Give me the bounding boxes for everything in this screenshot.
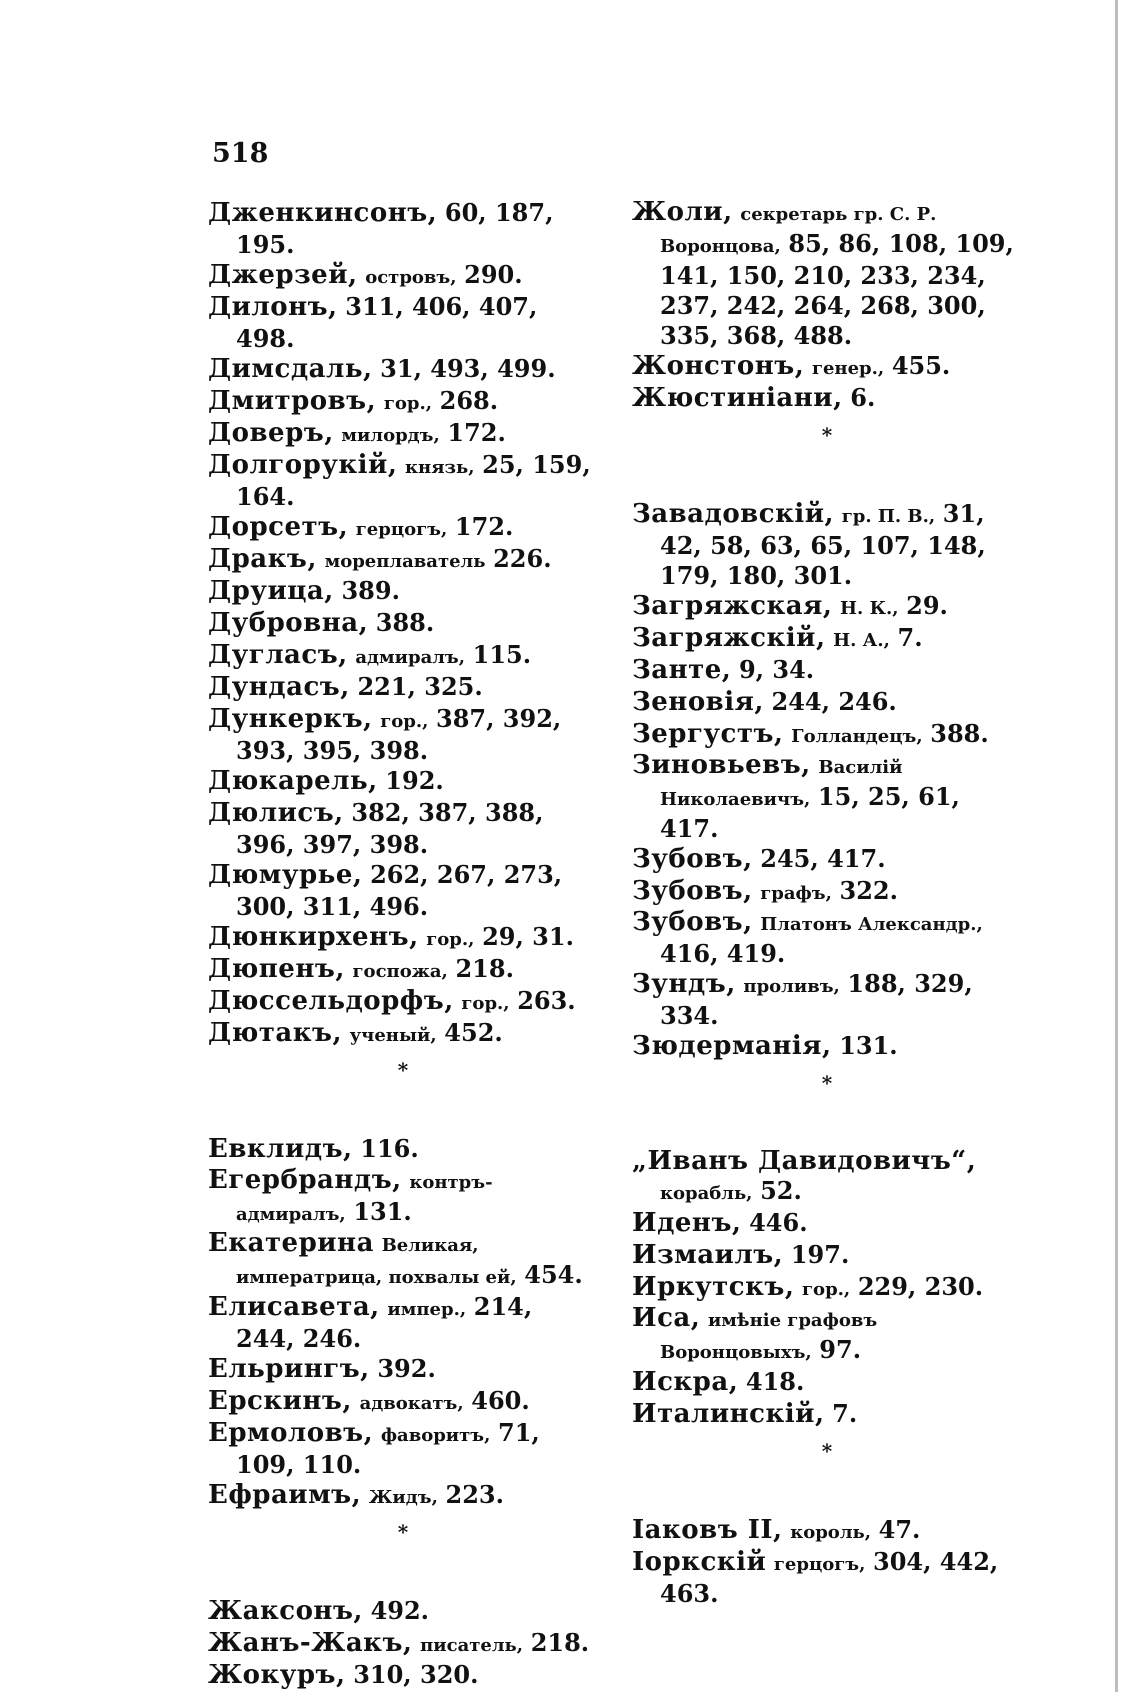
- index-entry-pages: 454.: [524, 1260, 583, 1289]
- index-entry-pages: 221, 325.: [357, 672, 483, 701]
- index-entry-headword: Дракъ,: [208, 544, 317, 574]
- index-entry-note: ученый,: [349, 1025, 437, 1046]
- index-entry-pages: 268.: [439, 386, 499, 415]
- index-entry: [208, 198, 598, 260]
- index-entry-pages: 85, 86, 108, 109, 141, 150, 210, 233, 234, 237, 242, 264, 268, 300, 335, 368, 488.: [660, 229, 1014, 350]
- index-section-zh-cont: [632, 198, 1022, 415]
- index-entry-pages: 382, 387, 388, 396, 397, 398.: [236, 798, 544, 859]
- index-section-zh: [208, 1596, 598, 1692]
- index-entry-pages: 25, 159, 164.: [236, 450, 591, 511]
- index-entry-note: Жидъ,: [368, 1487, 438, 1508]
- index-entry-pages: 188, 329, 334.: [660, 969, 973, 1030]
- index-entry-headword: Димсдаль,: [208, 354, 373, 384]
- index-entry: [208, 954, 598, 986]
- index-entry-headword: Жанъ-Жакъ,: [208, 1628, 413, 1658]
- index-section-z: [632, 499, 1022, 1063]
- index-entry-headword: Дюкарель,: [208, 766, 378, 796]
- left-column: [208, 198, 598, 1692]
- index-entry-note: генер.,: [811, 358, 885, 379]
- index-entry-pages: 388.: [930, 719, 989, 748]
- index-entry-note: Великая, императрица, похвалы ей,: [236, 1235, 517, 1288]
- section-divider: *: [821, 1439, 833, 1463]
- index-entry-pages: 290.: [464, 260, 523, 289]
- index-entry: [632, 351, 1022, 383]
- index-entry-note: король,: [790, 1522, 871, 1543]
- index-entry-note: графъ,: [760, 883, 832, 904]
- index-entry-pages: 244, 246.: [771, 687, 897, 716]
- index-entry-note: гор.,: [802, 1279, 851, 1300]
- index-entry-headword: Зеновія,: [632, 687, 764, 717]
- index-entry-headword: Жонстонъ,: [632, 351, 805, 381]
- index-entry-headword: Зиновьевъ,: [632, 750, 811, 780]
- index-entry-headword: Жюстиніани,: [632, 383, 843, 413]
- index-entry: [632, 751, 1022, 844]
- index-entry-headword: Егербрандъ,: [208, 1165, 402, 1195]
- index-entry: [632, 1399, 1022, 1431]
- index-entry: [208, 1418, 598, 1480]
- index-entry-note: островъ,: [365, 267, 457, 288]
- index-entry-headword: Джерзей,: [208, 260, 358, 290]
- index-entry: [632, 1367, 1022, 1399]
- index-entry-pages: 29, 31.: [482, 922, 574, 951]
- index-entry: [208, 1628, 598, 1660]
- index-entry-pages: 392.: [377, 1354, 436, 1383]
- index-entry-pages: 115.: [472, 640, 532, 669]
- index-entry-pages: 492.: [370, 1596, 430, 1625]
- index-entry-pages: 218.: [530, 1628, 590, 1657]
- index-entry-pages: 31, 493, 499.: [380, 354, 556, 383]
- index-entry: [632, 383, 1022, 415]
- index-entry-pages: 446.: [749, 1208, 808, 1237]
- index-entry-note: адмиралъ,: [355, 647, 466, 668]
- index-entry: [632, 499, 1022, 591]
- index-entry: [632, 655, 1022, 687]
- index-entry-headword: Зубовъ,: [632, 844, 753, 874]
- index-entry: [208, 766, 598, 798]
- index-entry: [208, 704, 598, 766]
- index-entry: [208, 1229, 598, 1292]
- index-entry-note: гор.,: [380, 711, 429, 732]
- index-entry-headword: Измаилъ,: [632, 1240, 784, 1270]
- index-entry: [208, 608, 598, 640]
- index-section-i-decimal: [632, 1515, 1022, 1609]
- index-entry: [632, 1031, 1022, 1063]
- index-entry-headword: Іаковъ II,: [632, 1515, 783, 1545]
- index-section-i: [632, 1147, 1022, 1431]
- index-entry: [208, 1386, 598, 1418]
- index-entry-note: госпожа,: [352, 961, 448, 982]
- index-entry-pages: 460.: [471, 1386, 530, 1415]
- index-entry: [632, 591, 1022, 623]
- index-entry-pages: 7.: [832, 1399, 858, 1428]
- index-entry-pages: 131.: [353, 1197, 412, 1226]
- index-entry-headword: Дюлисъ,: [208, 798, 344, 828]
- index-entry-headword: Зундъ,: [632, 969, 736, 999]
- index-entry: [208, 386, 598, 418]
- index-entry: [208, 544, 598, 576]
- index-entry-pages: 452.: [444, 1018, 503, 1047]
- index-entry-note: фаворитъ,: [380, 1425, 491, 1446]
- index-entry: [632, 876, 1022, 908]
- index-entry-pages: 15, 25, 61, 417.: [660, 782, 960, 843]
- index-entry-pages: 304, 442, 463.: [660, 1547, 999, 1608]
- index-entry: [208, 922, 598, 954]
- index-entry-headword: Зюдерманія,: [632, 1031, 832, 1061]
- index-entry-note: писатель,: [420, 1635, 524, 1656]
- index-entry-headword: Ермоловъ,: [208, 1418, 374, 1448]
- index-entry: [208, 354, 598, 386]
- page-edge-line: [1115, 0, 1118, 1692]
- index-section-d: [208, 198, 598, 1050]
- page-number: 518: [212, 138, 269, 169]
- index-entry-pages: 226.: [493, 544, 552, 573]
- index-entry-headword: Ерскинъ,: [208, 1386, 352, 1416]
- index-entry: [632, 1547, 1022, 1609]
- index-entry-pages: 29.: [906, 591, 948, 620]
- index-entry: [208, 1134, 598, 1166]
- index-entry-headword: Зубовъ,: [632, 876, 753, 906]
- index-entry-pages: 218.: [455, 954, 514, 983]
- index-entry-headword: Доверъ,: [208, 418, 334, 448]
- index-entry-headword: Дундасъ,: [208, 672, 350, 702]
- index-entry-headword: Друица,: [208, 576, 334, 606]
- index-entry-pages: 197.: [790, 1240, 850, 1269]
- index-entry-headword: Жоли,: [632, 197, 733, 227]
- index-entry: [208, 1480, 598, 1512]
- index-entry-note: милордъ,: [341, 425, 440, 446]
- index-entry-headword: Иркутскъ,: [632, 1272, 795, 1302]
- index-entry-pages: 245, 417.: [760, 844, 886, 873]
- index-entry-pages: 418.: [745, 1367, 805, 1396]
- index-entry-headword: Дугласъ,: [208, 640, 348, 670]
- index-entry-headword: Дюссельдорфъ,: [208, 986, 454, 1016]
- index-entry-pages: 97.: [819, 1335, 862, 1364]
- index-entry: [208, 1166, 598, 1229]
- index-entry-pages: 172.: [447, 418, 506, 447]
- index-entry: [632, 1208, 1022, 1240]
- index-entry: [208, 1292, 598, 1354]
- index-entry-pages: 172.: [454, 512, 514, 541]
- index-entry-pages: 387, 392, 393, 395, 398.: [236, 704, 562, 765]
- index-entry: [208, 450, 598, 512]
- index-entry: [208, 1018, 598, 1050]
- index-entry-pages: 9, 34.: [738, 655, 815, 684]
- index-entry-pages: 322.: [839, 876, 898, 905]
- index-entry-headword: Дилонъ,: [208, 292, 338, 322]
- index-entry: [632, 719, 1022, 751]
- index-entry-pages: 52.: [760, 1176, 802, 1205]
- index-entry-headword: Иса,: [632, 1303, 701, 1333]
- index-entry-headword: Елисавета,: [208, 1292, 380, 1322]
- section-divider: *: [397, 1520, 409, 1544]
- index-entry-headword: Жаксонъ,: [208, 1596, 363, 1626]
- index-entry: [632, 1272, 1022, 1304]
- index-entry-headword: Дункеркъ,: [208, 704, 373, 734]
- index-entry-headword: Евклидъ,: [208, 1134, 353, 1164]
- index-entry-note: Голландецъ,: [791, 726, 923, 747]
- index-entry-headword: Дютакъ,: [208, 1018, 343, 1048]
- index-entry-pages: 311, 406, 407, 498.: [236, 292, 538, 353]
- index-entry-note: адвокатъ,: [359, 1393, 464, 1414]
- section-divider: *: [821, 1071, 833, 1095]
- index-entry-headword: „Иванъ Давидовичъ“,: [632, 1146, 977, 1176]
- index-entry-headword: Ефраимъ,: [208, 1480, 362, 1510]
- index-entry: [632, 908, 1022, 969]
- index-entry: [208, 512, 598, 544]
- index-entry-headword: Зубовъ,: [632, 907, 753, 937]
- index-entry-note: проливъ,: [743, 976, 840, 997]
- index-entry-headword: Дмитровъ,: [208, 386, 377, 416]
- index-entry-pages: 71, 109, 110.: [236, 1418, 540, 1479]
- index-entry: [208, 260, 598, 292]
- index-entry-headword: Жокуръ,: [208, 1660, 346, 1690]
- index-entry: [632, 1147, 1022, 1208]
- section-divider: *: [821, 423, 833, 447]
- index-entry-pages: 388.: [375, 608, 435, 637]
- index-entry-pages: 6.: [850, 383, 876, 412]
- index-entry-headword: Екатерина: [208, 1228, 374, 1258]
- index-entry-note: Н. А.,: [833, 630, 890, 651]
- index-entry: [632, 844, 1022, 876]
- index-entry-note: Н. К.,: [840, 598, 899, 619]
- index-entry: [208, 1354, 598, 1386]
- right-column: [632, 198, 1022, 1609]
- index-entry-note: гор.,: [461, 993, 510, 1014]
- index-entry: [208, 1596, 598, 1628]
- index-entry: [208, 418, 598, 450]
- index-entry-headword: Дюмурье,: [208, 860, 363, 890]
- index-entry-headword: Іоркскій: [632, 1547, 767, 1577]
- index-entry-pages: 60, 187, 195.: [236, 198, 554, 259]
- index-entry-headword: Италинскій,: [632, 1399, 825, 1429]
- index-entry-pages: 455.: [891, 351, 951, 380]
- index-entry-headword: Дубровна,: [208, 608, 369, 638]
- index-entry-pages: 31, 42, 58, 63, 65, 107, 148, 179, 180, 301.: [660, 499, 986, 590]
- index-entry: [208, 292, 598, 354]
- index-entry: [632, 1515, 1022, 1547]
- index-entry-pages: 262, 267, 273, 300, 311, 496.: [236, 860, 563, 921]
- index-entry-note: корабль,: [660, 1183, 753, 1204]
- index-entry-note: импер.,: [387, 1299, 467, 1320]
- index-entry: [632, 623, 1022, 655]
- index-entry-note: мореплаватель: [324, 551, 486, 572]
- index-entry-headword: Зергустъ,: [632, 719, 784, 749]
- index-entry-note: Василій Николаевичъ,: [660, 757, 903, 810]
- index-entry-note: гр. П. В.,: [841, 506, 936, 527]
- index-entry: [632, 1304, 1022, 1367]
- index-entry: [632, 198, 1022, 351]
- index-entry-headword: Ельрингъ,: [208, 1354, 370, 1384]
- index-entry-headword: Дюпенъ,: [208, 954, 345, 984]
- index-entry-headword: Долгорукій,: [208, 450, 398, 480]
- index-entry-pages: 116.: [360, 1134, 419, 1163]
- index-entry-headword: Занте,: [632, 655, 732, 685]
- index-entry: [208, 798, 598, 860]
- index-entry-pages: 7.: [897, 623, 923, 652]
- index-section-e: [208, 1134, 598, 1512]
- index-entry: [632, 969, 1022, 1031]
- index-entry: [208, 1660, 598, 1692]
- index-entry-pages: 47.: [878, 1515, 921, 1544]
- index-entry: [208, 860, 598, 922]
- index-entry-pages: 263.: [517, 986, 576, 1015]
- index-entry-headword: Загряжская,: [632, 591, 833, 621]
- index-entry-note: Платонъ Александр.,: [760, 914, 983, 935]
- index-entry-pages: 131.: [839, 1031, 898, 1060]
- index-entry: [632, 687, 1022, 719]
- index-entry-note: контръ-адмиралъ,: [236, 1172, 493, 1225]
- index-entry-headword: Искра,: [632, 1367, 739, 1397]
- index-entry-note: князь,: [405, 457, 475, 478]
- index-entry-note: гор.,: [383, 393, 432, 414]
- index-entry: [632, 1240, 1022, 1272]
- index-entry-headword: Загряжскій,: [632, 623, 826, 653]
- index-entry: [208, 672, 598, 704]
- index-entry-pages: 229, 230.: [857, 1272, 984, 1301]
- index-entry-pages: 310, 320.: [353, 1660, 479, 1689]
- index-entry-note: имѣніе графовъ Воронцовыхъ,: [660, 1310, 878, 1363]
- index-entry-headword: Дорсетъ,: [208, 512, 349, 542]
- index-entry-note: герцогъ,: [773, 1554, 866, 1575]
- index-entry-pages: 416, 419.: [660, 939, 786, 968]
- index-entry: [208, 986, 598, 1018]
- index-entry-note: герцогъ,: [355, 519, 448, 540]
- index-entry: [208, 576, 598, 608]
- index-entry-pages: 192.: [385, 766, 444, 795]
- index-entry-headword: Иденъ,: [632, 1208, 742, 1238]
- index-entry-headword: Дюнкирхенъ,: [208, 922, 419, 952]
- index-entry-note: секретарь гр. С. Р. Воронцова,: [660, 204, 937, 257]
- index-entry-note: гор.,: [426, 929, 475, 950]
- index-entry-pages: 389.: [341, 576, 400, 605]
- section-divider: *: [397, 1058, 409, 1082]
- index-entry: [208, 640, 598, 672]
- index-entry-pages: 214, 244, 246.: [236, 1292, 533, 1353]
- index-entry-headword: Завадовскій,: [632, 499, 835, 529]
- index-entry-pages: 223.: [445, 1480, 504, 1509]
- index-entry-headword: Дженкинсонъ,: [208, 198, 438, 228]
